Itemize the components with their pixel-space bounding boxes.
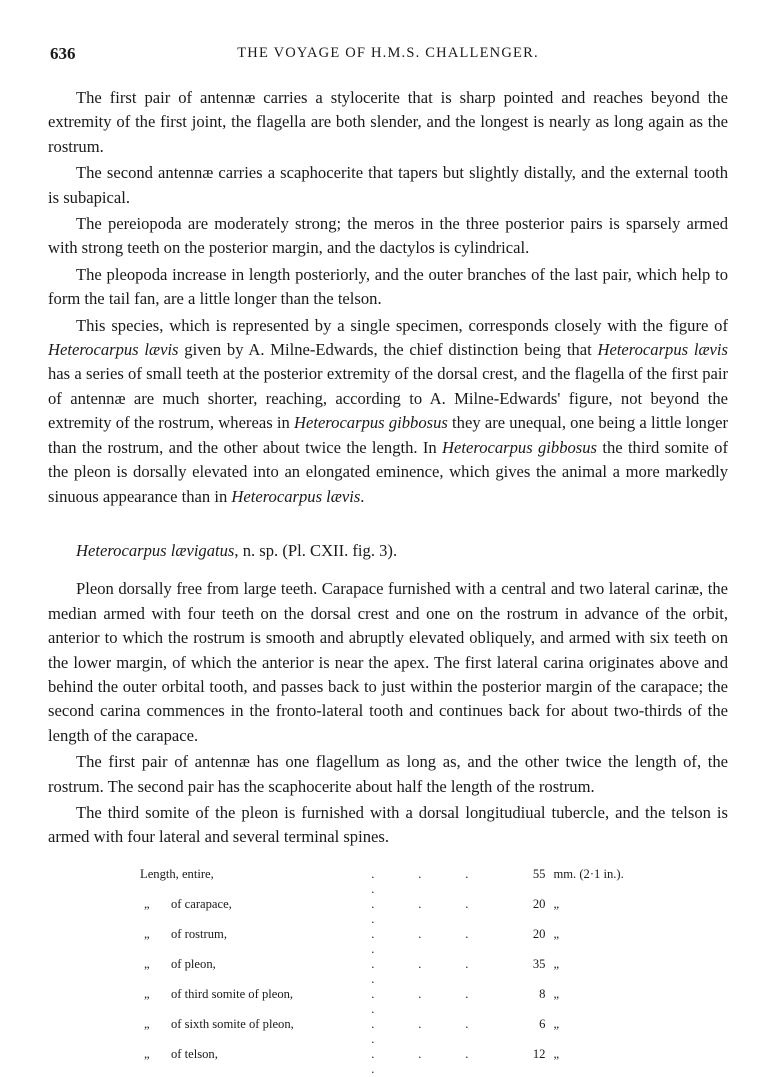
measurement-value: 35	[532, 957, 546, 971]
measurement-leader: . . ..	[371, 957, 469, 986]
measurement-row	[140, 1017, 700, 1047]
paragraph-antennae-first: The first pair of antennæ carries a stylocerite that is sharp pointed and reaches beyond the extremity of the first joint, the flagella are both slender, and the longest is nearly as long again as the rostrum.	[48, 88, 728, 156]
measurement-label: „ of pleon,	[140, 957, 349, 987]
measurement-unit: „	[553, 897, 560, 911]
measurement-row	[140, 987, 700, 1017]
paragraph-pleon-somite: The third somite of the pleon is furnished with a dorsal longitudiual tubercle, and the telson is armed with four lateral and several terminal spines.	[48, 802, 728, 847]
page-number: 636	[50, 44, 76, 63]
species-heading: Heterocarpus lævigatus, n. sp. (Pl. CXII. fig. 3).	[76, 540, 398, 560]
measurement-leader: . . ..	[371, 1047, 469, 1076]
measurement-value: 6	[539, 1017, 546, 1031]
measurement-unit: „	[553, 1017, 560, 1031]
paragraph-pereiopoda: The pereiopoda are moderately strong; the meros in the three posterior pairs is sparsely armed with strong teeth on the posterior margin, and the dactylos is cylindrical.	[48, 214, 728, 258]
measurement-label: „ of rostrum,	[140, 927, 349, 957]
measurement-row	[140, 897, 700, 927]
measurement-row	[140, 957, 700, 987]
measurement-row	[140, 1047, 700, 1077]
page-body	[48, 86, 728, 852]
paragraph-antennae-second: The second antennæ carries a scaphocerite that tapers but slightly distally, and the external tooth is subapical.	[48, 163, 728, 207]
ditto-mark: „	[144, 987, 150, 1001]
measurement-leader: . . ..	[371, 1017, 469, 1046]
measurement-value: 12	[532, 1047, 546, 1061]
measurement-unit: „	[553, 1047, 560, 1061]
page-header	[50, 44, 726, 68]
measurement-label: „ of carapace,	[140, 897, 349, 927]
species-name: Heterocarpus lævigatus	[76, 540, 235, 560]
measurement-label: „ of sixth somite of pleon,	[140, 1017, 349, 1047]
measurement-value: 55	[532, 867, 546, 881]
measurement-leader: . . ..	[371, 897, 469, 926]
ditto-mark: „	[144, 927, 150, 941]
measurement-value: 8	[539, 987, 546, 1001]
ditto-mark: „	[144, 957, 150, 971]
paragraph-description: Pleon dorsally free from large teeth. Carapace furnished with a central and two lateral carinæ, the median armed with four teeth on the dorsal crest and one on the rostrum in advance of the orbit, anterior to which the rostrum is smooth and abruptly elevated obliquely, and armed with six teeth on the lower margin, of which the anterior is near the apex. The first lateral carina originates above and behind the outer orbital tooth, and passes back to just within the posterior margin of the carapace; the second carina commences in the fronto-lateral tooth and continues back for about two-thirds of the length of the carapace.	[48, 579, 728, 745]
paragraph-antennae-length: The first pair of antennæ has one flagellum as long as, and the other twice the length of, the rostrum. The second pair has the scaphocerite about half the length of the rostrum.	[48, 752, 728, 796]
measurement-unit: „	[553, 957, 560, 971]
measurement-leader: . . ..	[371, 927, 469, 956]
measurement-unit: „	[553, 987, 560, 1001]
running-title: THE VOYAGE OF H.M.S. CHALLENGER.	[237, 45, 539, 61]
measurements-table	[140, 867, 700, 1077]
measurement-unit: mm. (2·1 in.).	[553, 867, 624, 881]
measurement-label: Length, entire,	[140, 867, 214, 881]
measurement-value: 20	[532, 927, 546, 941]
ditto-mark: „	[144, 897, 150, 911]
ditto-mark: „	[144, 1047, 150, 1061]
measurement-value: 20	[532, 897, 546, 911]
measurement-row	[140, 867, 700, 897]
paragraph-pleopoda: The pleopoda increase in length posteriorly, and the outer branches of the last pair, which help to form the tail fan, are a little longer than the telson.	[48, 264, 728, 309]
measurement-leader: . . ..	[371, 867, 469, 896]
measurement-label: „ of telson,	[140, 1047, 349, 1077]
ditto-mark: „	[144, 1017, 150, 1031]
measurement-unit: „	[553, 927, 560, 941]
measurement-row	[140, 927, 700, 957]
paragraph-comparison: This species, which is represented by a single specimen, corresponds closely with the figure of Heterocarpus lævis given by A. Milne-Edwards, the chief distinction being that Heterocarpus lævis has a series of small teeth at the posterior extremity of the dorsal crest, and the flagella of the first pair of antennæ are much shorter, reaching, according to A. Milne-Edwards' figure, not beyond the extremity of the rostrum, whereas in Heterocarpus gibbosus they are unequal, one being a little longer than the rostrum, and the other about twice the length. In Heterocarpus gibbosus the third somite of the pleon is dorsally elevated into an elongated eminence, which gives the animal a more markedly sinuous appearance than in Heterocarpus lævis.	[48, 315, 729, 506]
measurement-label: „ of third somite of pleon,	[140, 987, 349, 1017]
measurement-leader: . . ..	[371, 987, 469, 1016]
